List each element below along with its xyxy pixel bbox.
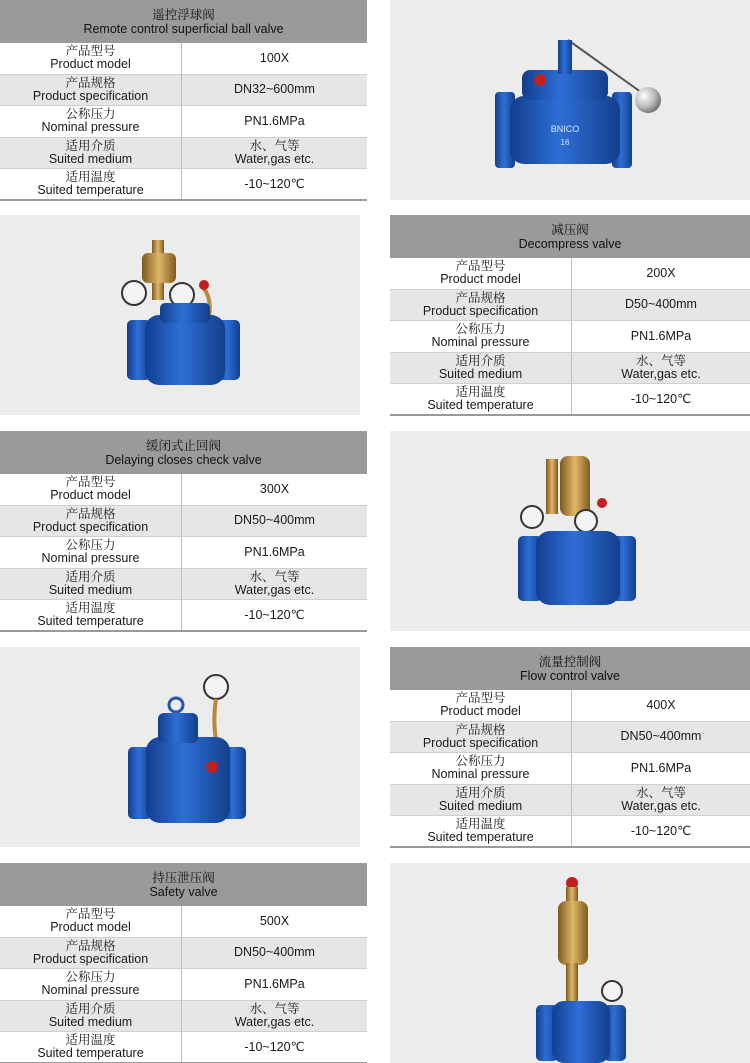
row-specification: [0, 938, 367, 970]
row-specification: [0, 506, 367, 538]
value: 200X: [646, 265, 676, 280]
photo-safety-valve: [390, 863, 750, 1063]
row-pressure: [390, 321, 750, 353]
spec-header: [390, 647, 750, 690]
label-en: Product specification: [32, 951, 149, 966]
value: PN1.6MPa: [630, 760, 692, 775]
row-medium: [390, 353, 750, 385]
spec-table-400x: [390, 647, 750, 848]
valve-brand-mark: BNICO: [550, 124, 580, 134]
pressure-gauge-icon: [602, 981, 622, 1001]
title-en: Flow control valve: [519, 668, 621, 683]
spec-header: [0, 431, 367, 474]
title-en: Remote control superficial ball valve: [83, 21, 284, 36]
row-temperature: [0, 600, 367, 632]
row-specification: [390, 290, 750, 322]
row-model: [0, 474, 367, 506]
label-en: Product specification: [422, 303, 539, 318]
row-medium: [0, 569, 367, 601]
photo-check-valve: [390, 431, 750, 631]
title-en: Decompress valve: [518, 236, 622, 251]
label-en: Nominal pressure: [41, 983, 140, 998]
title-cn: 减压阀: [551, 222, 589, 237]
label-cn: 产品型号: [455, 259, 506, 274]
value-en: Water,gas etc.: [621, 367, 701, 382]
label-cn: 产品规格: [65, 506, 116, 521]
label-cn: 产品型号: [65, 907, 116, 922]
label-cn: 公称压力: [65, 970, 116, 985]
label-en: Product model: [50, 57, 131, 72]
value: DN50~400mm: [620, 729, 702, 744]
label-en: Nominal pressure: [41, 120, 140, 135]
handwheel-icon: [597, 498, 607, 508]
label-cn: 适用介质: [65, 570, 116, 585]
value: -10~120℃: [630, 391, 692, 406]
row-specification: [390, 722, 750, 754]
label-cn: 适用介质: [65, 139, 116, 154]
value: -10~120℃: [630, 823, 692, 838]
row-medium: [0, 1001, 367, 1033]
value: 100X: [259, 50, 290, 65]
valve-image: [390, 863, 750, 1063]
value: 水、气等: [249, 139, 300, 154]
label-en: Suited medium: [438, 799, 523, 814]
label-en: Nominal pressure: [41, 551, 140, 566]
value: D50~400mm: [625, 297, 697, 312]
row-model: [390, 690, 750, 722]
label-en: Suited medium: [48, 1015, 133, 1030]
spec-header: [0, 0, 367, 43]
value: DN50~400mm: [234, 513, 315, 528]
label-en: Product specification: [422, 735, 539, 750]
label-en: Product model: [50, 920, 131, 935]
photo-float-ball-valve: [390, 0, 750, 200]
row-temperature: [390, 816, 750, 848]
label-en: Suited medium: [438, 367, 523, 382]
value-en: Water,gas etc.: [234, 152, 315, 167]
label-en: Suited medium: [48, 583, 133, 598]
value: DN32~600mm: [234, 82, 315, 97]
valve-image: [0, 647, 360, 847]
row-medium: [390, 785, 750, 817]
row-temperature: [390, 384, 750, 416]
valve-image: [390, 431, 750, 631]
spec-header: [390, 215, 750, 258]
label-en: Product model: [440, 272, 521, 287]
value: 300X: [259, 481, 290, 496]
value: -10~120℃: [244, 176, 305, 191]
valve-rating-mark: 16: [560, 138, 570, 147]
label-cn: 产品型号: [455, 691, 506, 706]
title-cn: 遥控浮球阀: [152, 7, 215, 22]
spec-table-200x: [390, 215, 750, 416]
valve-image: [0, 215, 360, 415]
row-pressure: [0, 106, 367, 138]
spec-header: [0, 863, 367, 906]
label-cn: 适用介质: [455, 786, 506, 801]
label-en: Suited temperature: [427, 830, 534, 845]
value-en: Water,gas etc.: [621, 799, 701, 814]
title-en: Safety valve: [149, 884, 218, 899]
photo-decompress-valve: [0, 215, 360, 415]
row-model: [0, 43, 367, 75]
label-cn: 适用温度: [455, 817, 506, 832]
label-en: Product model: [50, 488, 131, 503]
value: PN1.6MPa: [244, 976, 305, 991]
pressure-gauge-icon: [575, 510, 597, 532]
value-en: Water,gas etc.: [234, 583, 315, 598]
label-en: Suited temperature: [37, 614, 144, 629]
label-en: Nominal pressure: [431, 335, 530, 350]
label-cn: 适用温度: [455, 385, 506, 400]
label-en: Suited temperature: [37, 183, 144, 198]
title-cn: 流量控制阀: [538, 654, 602, 669]
title-en: Delaying closes check valve: [105, 452, 262, 467]
label-en: Suited medium: [48, 152, 133, 167]
label-cn: 产品规格: [455, 290, 506, 305]
pressure-gauge-icon: [521, 506, 543, 528]
label-en: Nominal pressure: [431, 767, 530, 782]
handwheel-icon: [534, 74, 546, 86]
value: 500X: [259, 913, 290, 928]
spec-table-500x: [0, 863, 367, 1063]
label-cn: 适用温度: [65, 601, 116, 616]
label-cn: 产品型号: [65, 475, 116, 490]
row-pressure: [0, 969, 367, 1001]
pressure-gauge-icon: [122, 281, 146, 305]
label-en: Suited temperature: [427, 398, 534, 413]
label-cn: 公称压力: [65, 538, 116, 553]
row-temperature: [0, 169, 367, 201]
handwheel-icon: [206, 761, 218, 773]
label-cn: 公称压力: [455, 754, 506, 769]
pressure-gauge-icon: [204, 675, 228, 699]
spec-table-100x: [0, 0, 367, 201]
value: PN1.6MPa: [244, 544, 305, 559]
label-cn: 适用介质: [455, 354, 506, 369]
value: 水、气等: [635, 786, 686, 801]
label-cn: 适用介质: [65, 1002, 116, 1017]
row-temperature: [0, 1032, 367, 1063]
value: 水、气等: [249, 570, 300, 585]
label-cn: 产品型号: [65, 44, 116, 59]
label-cn: 适用温度: [65, 170, 116, 185]
spec-table-300x: [0, 431, 367, 632]
valve-image: [390, 0, 750, 200]
value: PN1.6MPa: [244, 113, 305, 128]
value: PN1.6MPa: [630, 328, 692, 343]
row-pressure: [0, 537, 367, 569]
title-cn: 缓闭式止回阀: [145, 438, 221, 453]
label-cn: 公称压力: [65, 107, 116, 122]
label-cn: 产品规格: [455, 722, 506, 737]
label-en: Product specification: [32, 519, 149, 534]
label-cn: 公称压力: [455, 322, 506, 337]
value-en: Water,gas etc.: [234, 1015, 315, 1030]
float-ball-icon: [635, 87, 661, 113]
value: DN50~400mm: [234, 945, 315, 960]
label-cn: 产品规格: [65, 75, 116, 90]
value: -10~120℃: [244, 1039, 305, 1054]
title-cn: 持压泄压阀: [152, 870, 215, 885]
photo-flow-control-valve: [0, 647, 360, 847]
row-medium: [0, 138, 367, 170]
row-model: [0, 906, 367, 938]
label-en: Suited temperature: [37, 1046, 144, 1061]
label-cn: 适用温度: [65, 1033, 116, 1048]
row-model: [390, 258, 750, 290]
value: 水、气等: [635, 354, 686, 369]
value: 水、气等: [249, 1002, 300, 1017]
value: -10~120℃: [244, 607, 305, 622]
label-cn: 产品规格: [65, 938, 116, 953]
label-en: Product specification: [32, 88, 149, 103]
row-specification: [0, 75, 367, 107]
handwheel-icon: [199, 280, 209, 290]
label-en: Product model: [440, 704, 521, 719]
value: 400X: [646, 697, 676, 712]
row-pressure: [390, 753, 750, 785]
